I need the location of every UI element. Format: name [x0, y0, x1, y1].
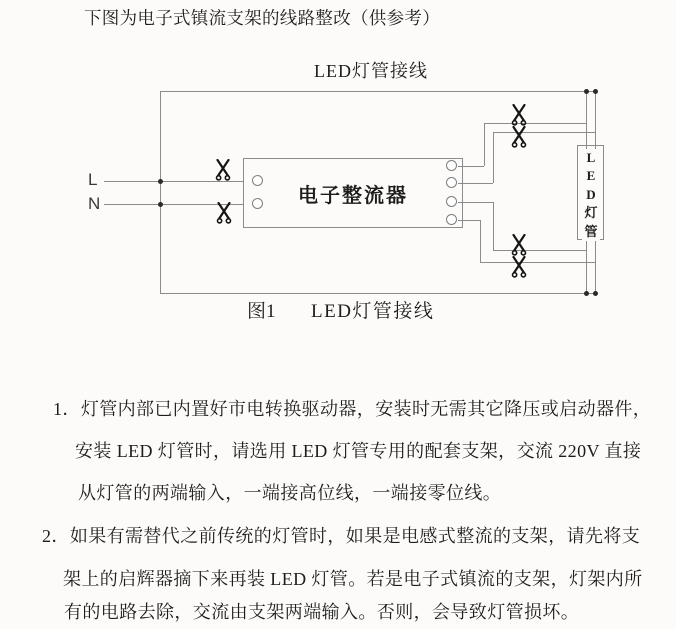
wire-t3: [458, 202, 493, 203]
note-2-number: 2．: [42, 526, 70, 546]
rectifier-box: [243, 158, 463, 228]
wire-frame-bottom: [160, 293, 597, 294]
lamp-char: L: [586, 150, 596, 165]
terminal: [252, 175, 263, 186]
label-neutral: N: [88, 194, 101, 213]
terminal: [446, 160, 457, 171]
wire-t3-riser: [493, 202, 494, 250]
note-1-number: 1．: [53, 399, 81, 419]
junction-dot: [158, 179, 163, 184]
note-1-line-3: 从灯管的两端输入，一端接高位线，一端接零位线。: [78, 483, 502, 503]
note-1-line-1: 1．灯管内部已内置好市电转换驱动器，安装时无需其它降压或启动器件，: [53, 399, 652, 419]
wire-t4-riser: [480, 220, 481, 262]
wire-t4: [458, 220, 480, 221]
note-2-line-2: 架上的启辉器摘下来再装 LED 灯管。若是电子式镇流的支架，灯架内所: [63, 569, 643, 589]
terminal: [252, 198, 263, 209]
wire-t2-riser: [493, 132, 494, 183]
rectifier-label: 电子整流器: [298, 184, 408, 207]
label-live: L: [88, 170, 98, 189]
lamp-char: 管: [584, 223, 598, 239]
cut-mark-icon: [511, 126, 527, 148]
junction-dot: [158, 202, 163, 207]
figure-number: 图1: [247, 301, 276, 322]
wire-t2: [458, 183, 493, 184]
diagram-top-label: LED灯管接线: [314, 61, 428, 81]
cut-mark-icon: [511, 104, 527, 126]
wire-t3-run: [493, 250, 586, 251]
junction-dot: [584, 89, 589, 94]
wire-t1-riser: [484, 123, 485, 166]
note-2-line-3: 有的电路去除，交流由支架两端输入。否则，会导致灯管损坏。: [64, 602, 580, 622]
wire-t4-run: [480, 262, 595, 263]
page-heading: 下图为电子式镇流支架的线路整改（供参考）: [84, 8, 440, 28]
junction-dot: [593, 89, 598, 94]
wire-t2-run: [493, 132, 595, 133]
cut-mark-icon: [511, 234, 527, 256]
wire-live: [104, 181, 253, 182]
led-lamp-label: [582, 149, 600, 241]
note-2-line-1: 2．如果有需替代之前传统的灯管时，如果是电感式整流的支架，请先将支: [42, 526, 641, 546]
figure-caption: LED灯管接线: [311, 301, 435, 322]
terminal: [446, 177, 457, 188]
lamp-char: D: [586, 186, 596, 202]
junction-dot: [584, 291, 589, 296]
cut-mark-icon: [215, 159, 231, 181]
lamp-char: E: [586, 168, 596, 184]
cut-mark-icon: [216, 202, 232, 224]
cut-mark-icon: [511, 256, 527, 278]
wire-t1: [458, 166, 484, 167]
wire-frame-left: [160, 91, 161, 294]
wire-frame-top: [160, 91, 597, 92]
wire-t1-run: [484, 123, 586, 124]
junction-dot: [593, 291, 598, 296]
lamp-char: 灯: [584, 205, 598, 221]
note-1-line-2: 安装 LED 灯管时，请选用 LED 灯管专用的配套支架，交流 220V 直接: [75, 441, 642, 461]
terminal: [446, 214, 457, 225]
terminal: [446, 196, 457, 207]
